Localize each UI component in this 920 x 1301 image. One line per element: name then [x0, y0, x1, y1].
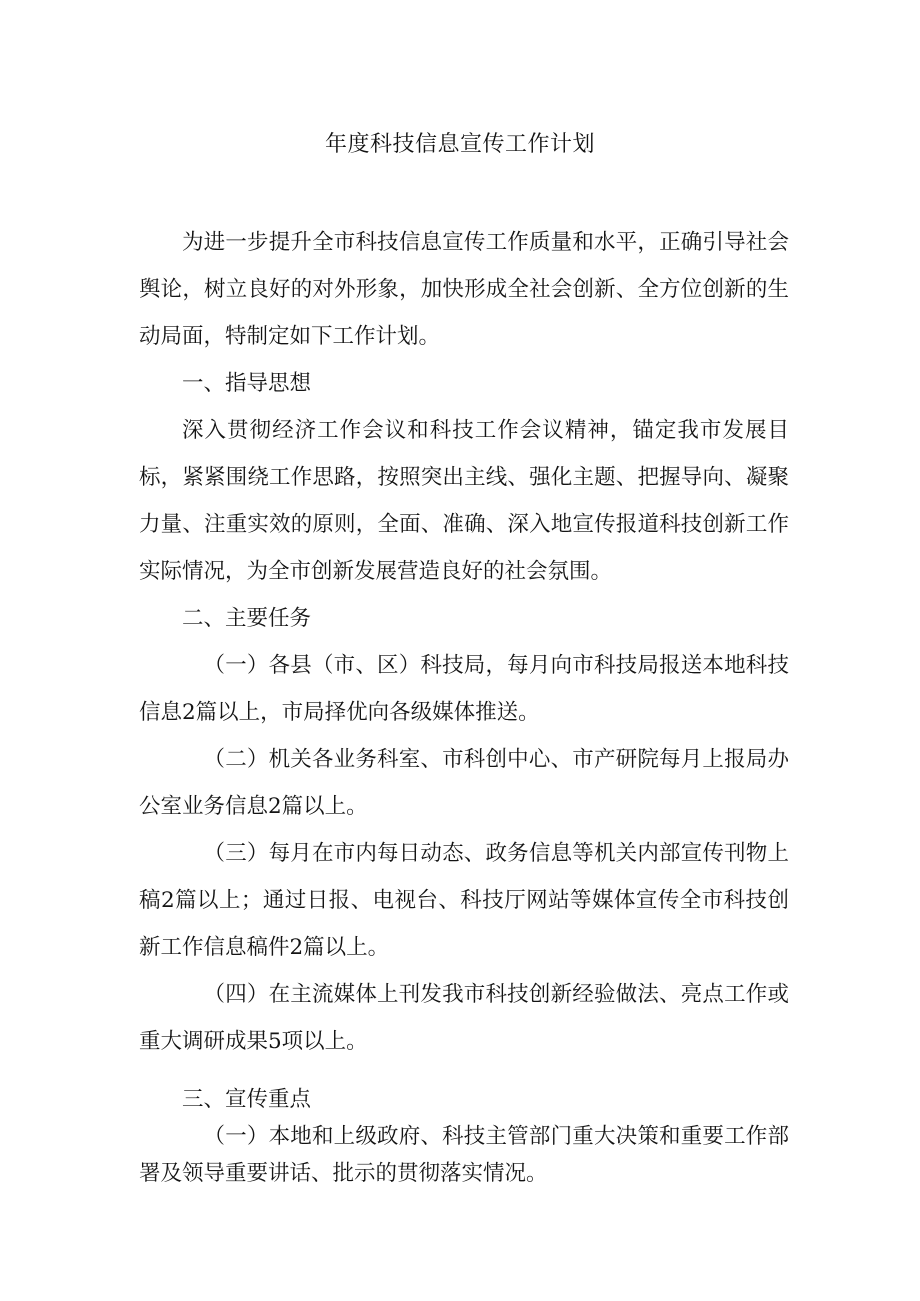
- main-task-item-4: （四）在主流媒体上刊发我市科技创新经验做法、亮点工作或重大调研成果5项以上。: [139, 982, 789, 1054]
- guiding-ideology-paragraph: 深入贯彻经济工作会议和科技工作会议精神，锚定我市发展目标，紧紧围绕工作思路，按照突出主线、强化主题、把握导向、凝聚力量、注重实效的原则，全面、准确、深入地宣传报道科技创新工作实际情况，为全市创新发展营造良好的社会氛围。: [139, 418, 789, 584]
- main-task-item-3: （三）每月在市内每日动态、政务信息等机关内部宣传刊物上稿2篇以上；通过日报、电视台、科技厅网站等媒体宣传全市科技创新工作信息稿件2篇以上。: [139, 841, 789, 960]
- document-title: 年度科技信息宣传工作计划: [324, 132, 595, 157]
- document-body: [139, 219, 789, 1065]
- document-body-continued: [139, 1081, 789, 1192]
- section-heading-guiding-ideology: 一、指导思想: [182, 371, 312, 396]
- section-heading-publicity-focus: 三、宣传重点: [182, 1087, 312, 1112]
- main-task-item-1: （一）各县（市、区）科技局，每月向市科技局报送本地科技信息2篇以上，市局择优向各级媒体推送。: [139, 653, 789, 725]
- publicity-focus-item-1: （一）本地和上级政府、科技主管部门重大决策和重要工作部署及领导重要讲话、批示的贯彻落实情况。: [139, 1124, 789, 1186]
- main-task-item-2: （二）机关各业务科室、市科创中心、市产研院每月上报局办公室业务信息2篇以上。: [139, 747, 789, 819]
- section-heading-main-tasks: 二、主要任务: [182, 606, 312, 631]
- intro-paragraph: 为进一步提升全市科技信息宣传工作质量和水平，正确引导社会舆论，树立良好的对外形象，加快形成全社会创新、全方位创新的生动局面，特制定如下工作计划。: [139, 230, 789, 349]
